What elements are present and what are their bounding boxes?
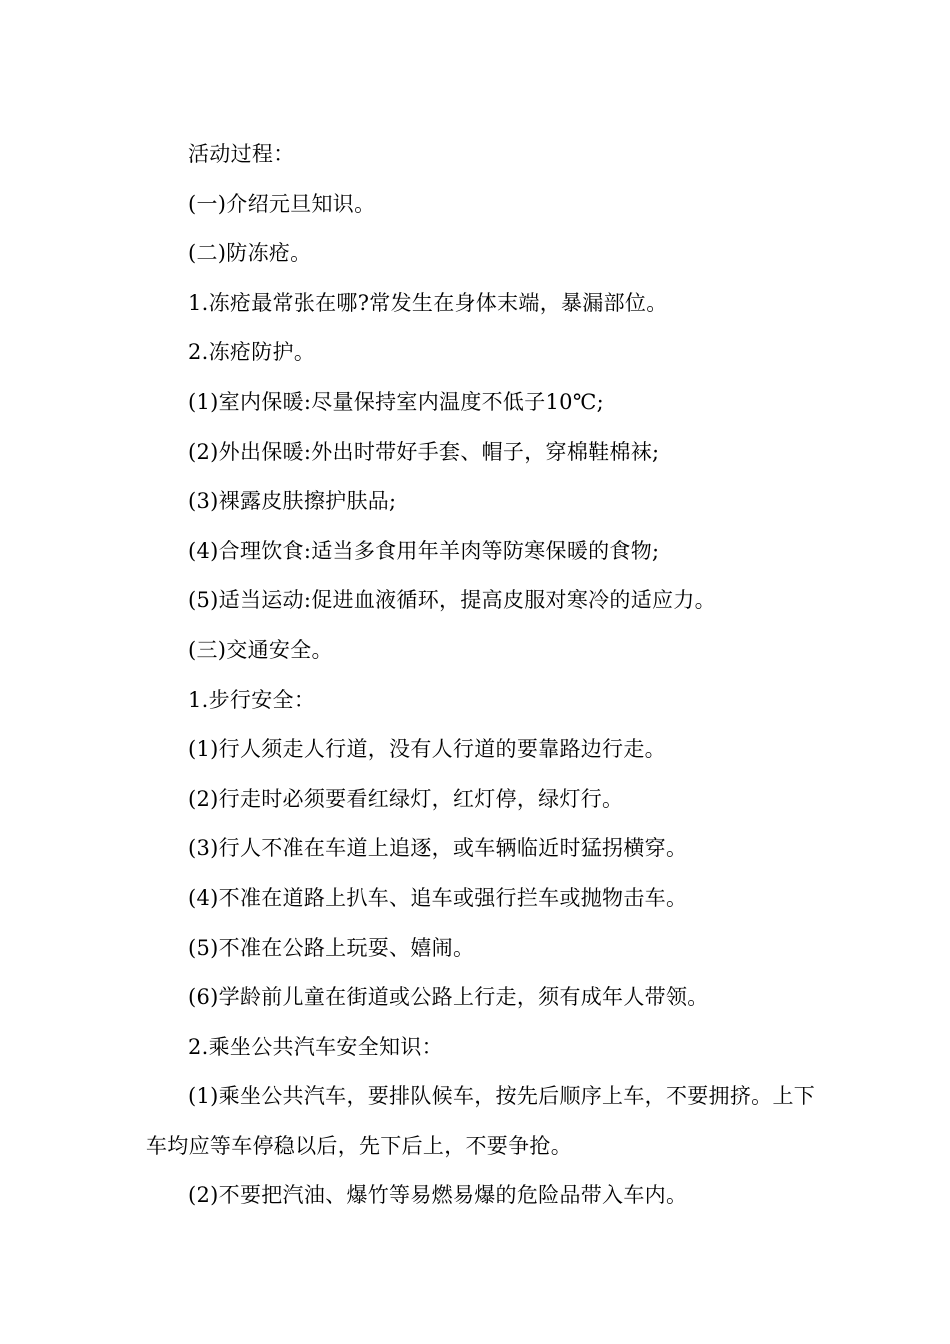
paragraph: 活动过程： [188,142,295,166]
paragraph: (2)行走时必须要看红绿灯，红灯停，绿灯行。 [188,786,624,811]
paragraph: (1)乘坐公共汽车，要排队候车，按先后顺序上车，不要拥挤。上下车均应等车停稳以后，先下后上，不要争抢。 [146,1084,816,1158]
paragraph: (2)外出保暖:外出时带好手套、帽子，穿棉鞋棉袜; [188,439,660,464]
paragraph: (1)行人须走人行道，没有人行道的要靠路边行走。 [188,737,666,762]
paragraph: 2.乘坐公共汽车安全知识： [188,1034,443,1059]
document-body [146,130,816,1221]
paragraph: (6)学龄前儿童在街道或公路上行走，须有成年人带领。 [188,985,709,1010]
paragraph: 1.步行安全： [188,687,316,712]
paragraph: 1.冻疮最常张在哪?常发生在身体末端，暴漏部位。 [188,290,668,315]
paragraph: (3)裸露皮肤擦护肤品; [188,489,397,514]
paragraph: 2.冻疮防护。 [188,340,316,365]
paragraph: (4)合理饮食:适当多食用年羊肉等防寒保暖的食物; [188,538,660,563]
paragraph: (二)防冻疮。 [188,241,312,266]
paragraph: (三)交通安全。 [188,637,333,662]
paragraph: (3)行人不准在车道上追逐，或车辆临近时猛拐横穿。 [188,836,688,861]
paragraph: (5)不准在公路上玩耍、嬉闹。 [188,935,475,960]
paragraph: (5)适当运动:促进血液循环，提高皮服对寒冷的适应力。 [188,588,716,613]
paragraph: (2)不要把汽油、爆竹等易燃易爆的危险品带入车内。 [188,1183,688,1208]
paragraph: (4)不准在道路上扒车、追车或强行拦车或抛物击车。 [188,885,688,910]
paragraph: (1)室内保暖:尽量保持室内温度不低子10℃; [188,389,605,414]
paragraph: (一)介绍元旦知识。 [188,191,376,216]
